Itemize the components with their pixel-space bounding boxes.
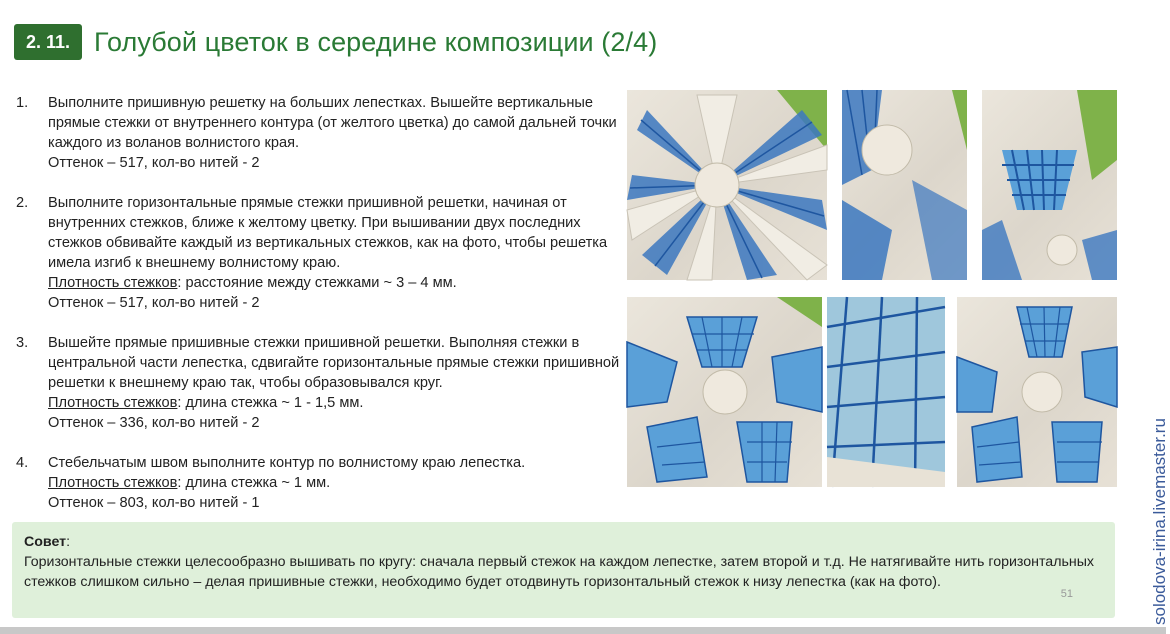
density-value: : длина стежка ~ 1 мм.: [177, 475, 331, 491]
density-value: : расстояние между стежками ~ 3 – 4 мм.: [177, 275, 457, 291]
step-text: Выполните пришивную решетку на больших лепестках. Вышейте вертикальные прямые стежки от внутреннего контура (от желтого цветка) до самой дальней точки каждого из воланов волнистого края.: [48, 95, 617, 151]
step-shade: Оттенок – 803, кол-во нитей - 1: [48, 495, 260, 511]
section-number-badge: 2. 11.: [14, 24, 82, 60]
step-shade: Оттенок – 517, кол-во нитей - 2: [48, 295, 260, 311]
step-1: [16, 93, 628, 173]
density-label: Плотность стежков: [48, 475, 178, 491]
step-number: 3.: [16, 335, 29, 351]
step-shade: Оттенок – 336, кол-во нитей - 2: [48, 415, 260, 431]
tip-text: Горизонтальные стежки целесообразно вышивать по кругу: сначала первый стежок на каждом лепестке, затем второй и т.д. Не натягивайте нить горизонтальных стежков слишком сильно – делая пришивные стежки, необходимо будет отодвинуть горизонтальный стежок к низу лепестка (как на фото).: [24, 554, 1094, 590]
density-label: Плотность стежков: [48, 395, 178, 411]
step-number: 4.: [16, 455, 29, 471]
step-3: [16, 333, 628, 433]
instruction-list: [16, 93, 628, 533]
tip-box: [12, 522, 1115, 618]
step-number: 1.: [16, 95, 29, 111]
tip-colon: :: [66, 534, 71, 550]
density-value: : длина стежка ~ 1 - 1,5 мм.: [177, 395, 364, 411]
step-number: 2.: [16, 195, 29, 211]
step-4: [16, 453, 628, 513]
step-shade: Оттенок – 517, кол-во нитей - 2: [48, 155, 260, 171]
bottom-border: [0, 627, 1166, 634]
step-density: [48, 473, 525, 493]
page-number: 51: [1060, 588, 1073, 600]
watermark: solodova-irina.livemaster.ru: [1150, 418, 1169, 625]
step-density: [48, 273, 628, 293]
photo-petal-closeup: [842, 90, 967, 280]
section-header: [14, 22, 657, 62]
tip-heading: [24, 532, 1103, 552]
photo-vertical-stitches: [627, 90, 827, 280]
step-text: Выполните горизонтальные прямые стежки пришивной решетки, начиная от внутренних стежков, ближе к желтому цветку. При вышивании двух последних стежков обвивайте каждый из вертикальных стежков, как на фото, чтобы решетка имела изгиб к внешнему волнистому краю.: [48, 195, 608, 271]
step-2: [16, 193, 628, 313]
photo-finished-flower: [957, 297, 1117, 487]
step-text: Стебельчатым швом выполните контур по волнистому краю лепестка.: [48, 455, 526, 471]
photo-horizontal-stitches: [982, 90, 1117, 280]
photo-couched-lattice: [627, 297, 822, 487]
tip-label: Совет: [24, 534, 67, 550]
step-density: [48, 393, 628, 413]
page-title: Голубой цветок в середине композиции (2/4): [94, 26, 658, 57]
photo-lattice-closeup: [827, 297, 945, 487]
density-label: Плотность стежков: [48, 275, 178, 291]
step-text: Вышейте прямые пришивные стежки пришивной решетки. Выполняя стежки в центральной части лепестка, сдвигайте горизонтальные прямые стежки пришивной решетки к внешнему краю так, чтобы образовывался круг.: [48, 335, 620, 391]
